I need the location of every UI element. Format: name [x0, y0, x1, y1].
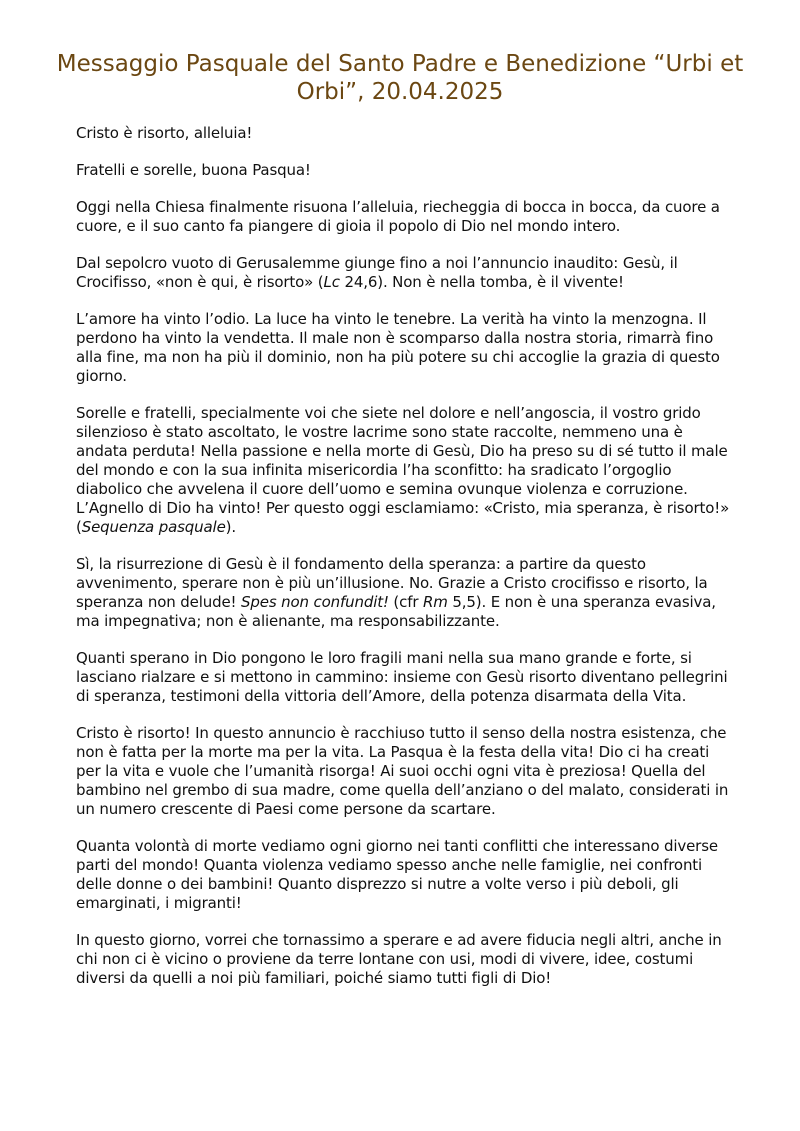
paragraph: [76, 198, 736, 236]
text-run: In questo giorno, vorrei che tornassimo a sperare e ad avere fiducia negli altri, anche in chi non ci è vicino o proviene da terre lontane con usi, modi di vivere, idee, costumi diversi da quelli a noi più familiari, poiché siamo tutti figli di Dio!: [76, 931, 722, 987]
text-run: ).: [225, 518, 236, 536]
paragraph: [76, 310, 736, 386]
text-run: 24,6). Non è nella tomba, è il vivente!: [339, 273, 624, 291]
text-run: L’amore ha vinto l’odio. La luce ha vinto le tenebre. La verità ha vinto la menzogna. Il perdono ha vinto la vendetta. Il male non è scomparso dalla nostra storia, rimarrà fino alla fine, ma non ha più il dominio, non ha più potere su chi accoglie la grazia di questo giorno.: [76, 310, 720, 385]
text-run: Dal sepolcro vuoto di Gerusalemme giunge fino a noi l’annuncio inaudito: Gesù, il Crocifisso, «non è qui, è risorto» (: [76, 254, 678, 291]
text-run: Cristo è risorto! In questo annuncio è racchiuso tutto il senso della nostra esistenza, che non è fatta per la morte ma per la vita. La Pasqua è la festa della vita! Dio ci ha creati per la vita e vuole che l’umanità risorga! Ai suoi occhi ogni vita è preziosa! Quella del bambino nel grembo di sua madre, come quella dell’anziano o del malato, considerati in un numero crescente di Paesi come persone da scartare.: [76, 724, 729, 818]
text-run: Cristo è risorto, alleluia!: [76, 124, 253, 142]
text-run: Oggi nella Chiesa finalmente risuona l’alleluia, riecheggia di bocca in bocca, da cuore a cuore, e il suo canto fa piangere di gioia il popolo di Dio nel mondo intero.: [76, 198, 720, 235]
paragraph: [76, 404, 736, 537]
paragraph: [76, 254, 736, 292]
text-run: Sì, la risurrezione di Gesù è il fondamento della speranza: a partire da questo avvenimento, sperare non è più un’illusione. No. Grazie a Cristo crocifisso e risorto, la speranza non delude!: [76, 555, 708, 611]
paragraph: [76, 931, 736, 988]
text-run: Quanti sperano in Dio pongono le loro fragili mani nella sua mano grande e forte, si lasciano rialzare e si mettono in cammino: insieme con Gesù risorto diventano pellegrini di speranza, testimoni della vittoria dell’Amore, della potenza disarmata della Vita.: [76, 649, 728, 705]
text-run: Fratelli e sorelle, buona Pasqua!: [76, 161, 311, 179]
paragraph: [76, 161, 736, 180]
document-title: Messaggio Pasquale del Santo Padre e Benedizione “Urbi et Orbi”, 20.04.2025: [56, 51, 744, 105]
text-run: Sorelle e fratelli, specialmente voi che siete nel dolore e nell’angoscia, il vostro grido silenzioso è stato ascoltato, le vostre lacrime sono state raccolte, nemmeno una è andata perduta! Nella passione e nella morte di Gesù, Dio ha preso su di sé tutto il male del mondo e con la sua infinita misericordia l’ha sconfitto: ha sradicato l’orgoglio diabolico che avvelena il cuore dell’uomo e semina ovunque violenza e corruzione. L’Agnello di Dio ha vinto! Per questo oggi esclamiamo: «Cristo, mia speranza, è risorto!» (: [76, 404, 730, 536]
italic-text: Sequenza pasquale: [81, 518, 226, 536]
italic-text: Lc: [323, 273, 340, 291]
italic-text: Rm: [423, 593, 448, 611]
text-run: (cfr: [388, 593, 423, 611]
paragraph: [76, 724, 736, 819]
text-run: 5,5). E non è una speranza evasiva, ma impegnativa; non è alienante, ma responsabilizzante.: [76, 593, 716, 630]
text-run: Quanta volontà di morte vediamo ogni giorno nei tanti conflitti che interessano diverse parti del mondo! Quanta violenza vediamo spesso anche nelle famiglie, nei confronti delle donne o dei bambini! Quanto disprezzo si nutre a volte verso i più deboli, gli emarginati, i migranti!: [76, 837, 718, 912]
paragraph: [76, 649, 736, 706]
paragraph: [76, 555, 736, 631]
paragraph: [76, 124, 736, 143]
paragraph: [76, 837, 736, 913]
italic-text: Spes non confundit!: [241, 593, 389, 611]
document-body: [76, 124, 736, 1006]
